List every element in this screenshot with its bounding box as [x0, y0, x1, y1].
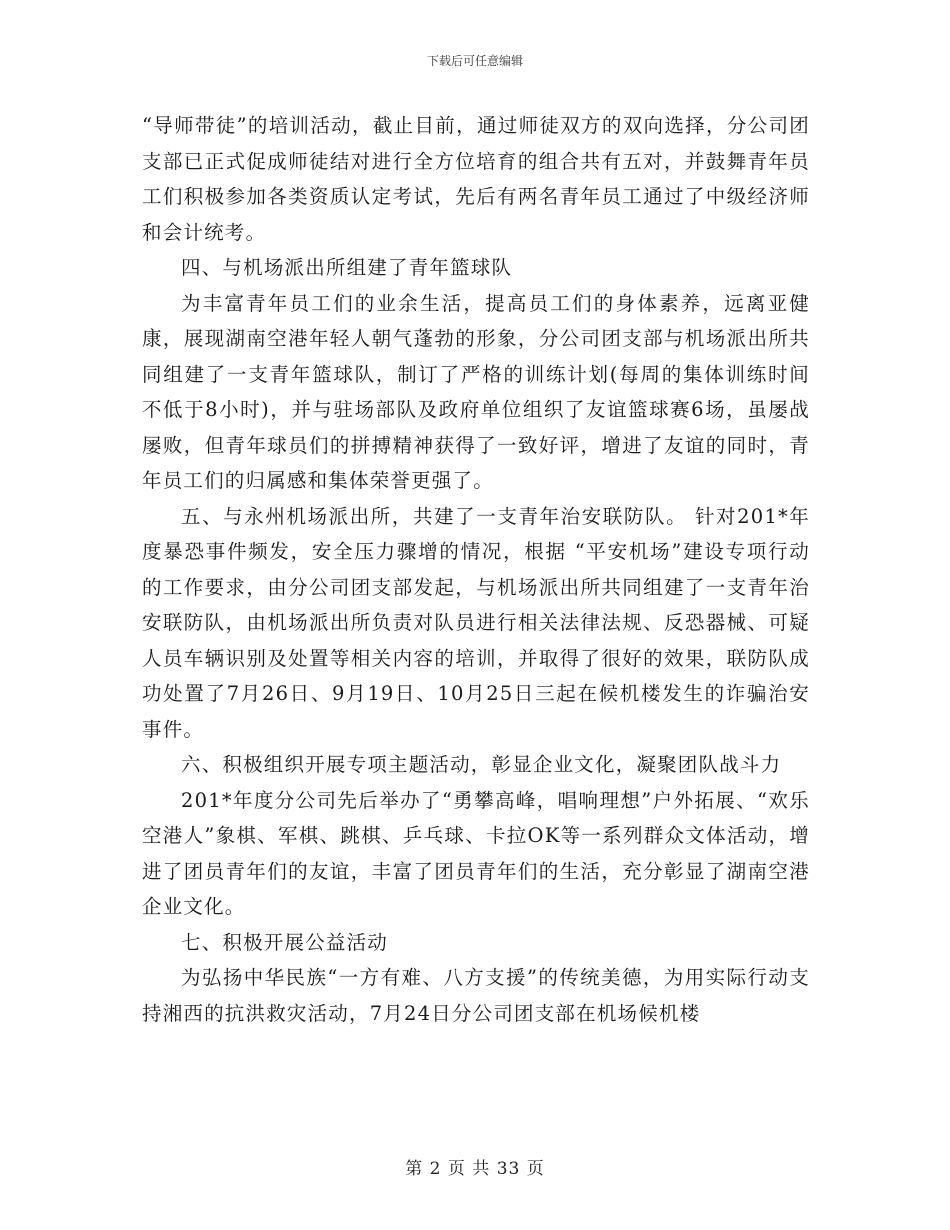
- page-header: 下载后可任意编辑: [426, 54, 523, 68]
- section-heading-basketball: 四、与机场派出所组建了青年篮球队: [181, 256, 513, 279]
- page-number-footer: 第 2 页 共 33 页: [405, 1159, 545, 1179]
- paragraph-basketball: 为丰富青年员工们的业余生活，提高员工们的身体素养，远离亚健康，展现湖南空港年轻人朝气蓬勃的形象，分公司团支部与机场派出所共同组建了一支青年篮球队，制订了严格的训练计划(每周的集体训练时间不低于8小时)，并与驻场部队及政府单位组织了友谊篮球赛6场，虽屡战屡败，但青年球员们的拼搏精神获得了一致好评，增进了友谊的同时，青年员工们的归属感和集体荣誉更强了。: [142, 291, 810, 492]
- document-body: [142, 108, 810, 1031]
- paragraph-themed-activities: 201*年度分公司先后举办了“勇攀高峰，唱响理想”户外拓展、“欢乐空港人”象棋、军棋、跳棋、乒乓球、卡拉OK等一系列群众文体活动，增进了团员青年们的友谊，丰富了团员青年们的生活，充分彰显了湖南空港企业文化。: [142, 788, 810, 918]
- paragraph-charity: 为弘扬中华民族“一方有难、八方支援”的传统美德，为用实际行动支持湘西的抗洪救灾活动，7月24日分公司团支部在机场候机楼: [142, 966, 810, 1025]
- section-heading-charity: 七、积极开展公益活动: [181, 930, 389, 954]
- paragraph-security-team: 五、与永州机场派出所，共建了一支青年治安联防队。 针对201*年度暴恐事件频发，安全压力骤增的情况，根据 “平安机场”建设专项行动的工作要求，由分公司团支部发起，与机场派出所共同组建了一支青年治安联防队，由机场派出所负责对队员进行相关法律法规、反恐器械、可疑人员车辆识别及处置等相关内容的培训，并取得了很好的效果，联防队成功处置了7月26日、9月19日、10月25日三起在候机楼发生的诈骗治安事件。: [142, 504, 810, 741]
- paragraph-mentorship-continued: “导师带徒”的培训活动，截止目前，通过师徒双方的双向选择，分公司团支部已正式促成师徒结对进行全方位培育的组合共有五对，并鼓舞青年员工们积极参加各类资质认定考试，先后有两名青年员工通过了中级经济师和会计统考。: [142, 114, 810, 244]
- section-heading-themed-activities: 六、积极组织开展专项主题活动，彰显企业文化，凝聚团队战斗力: [181, 753, 782, 776]
